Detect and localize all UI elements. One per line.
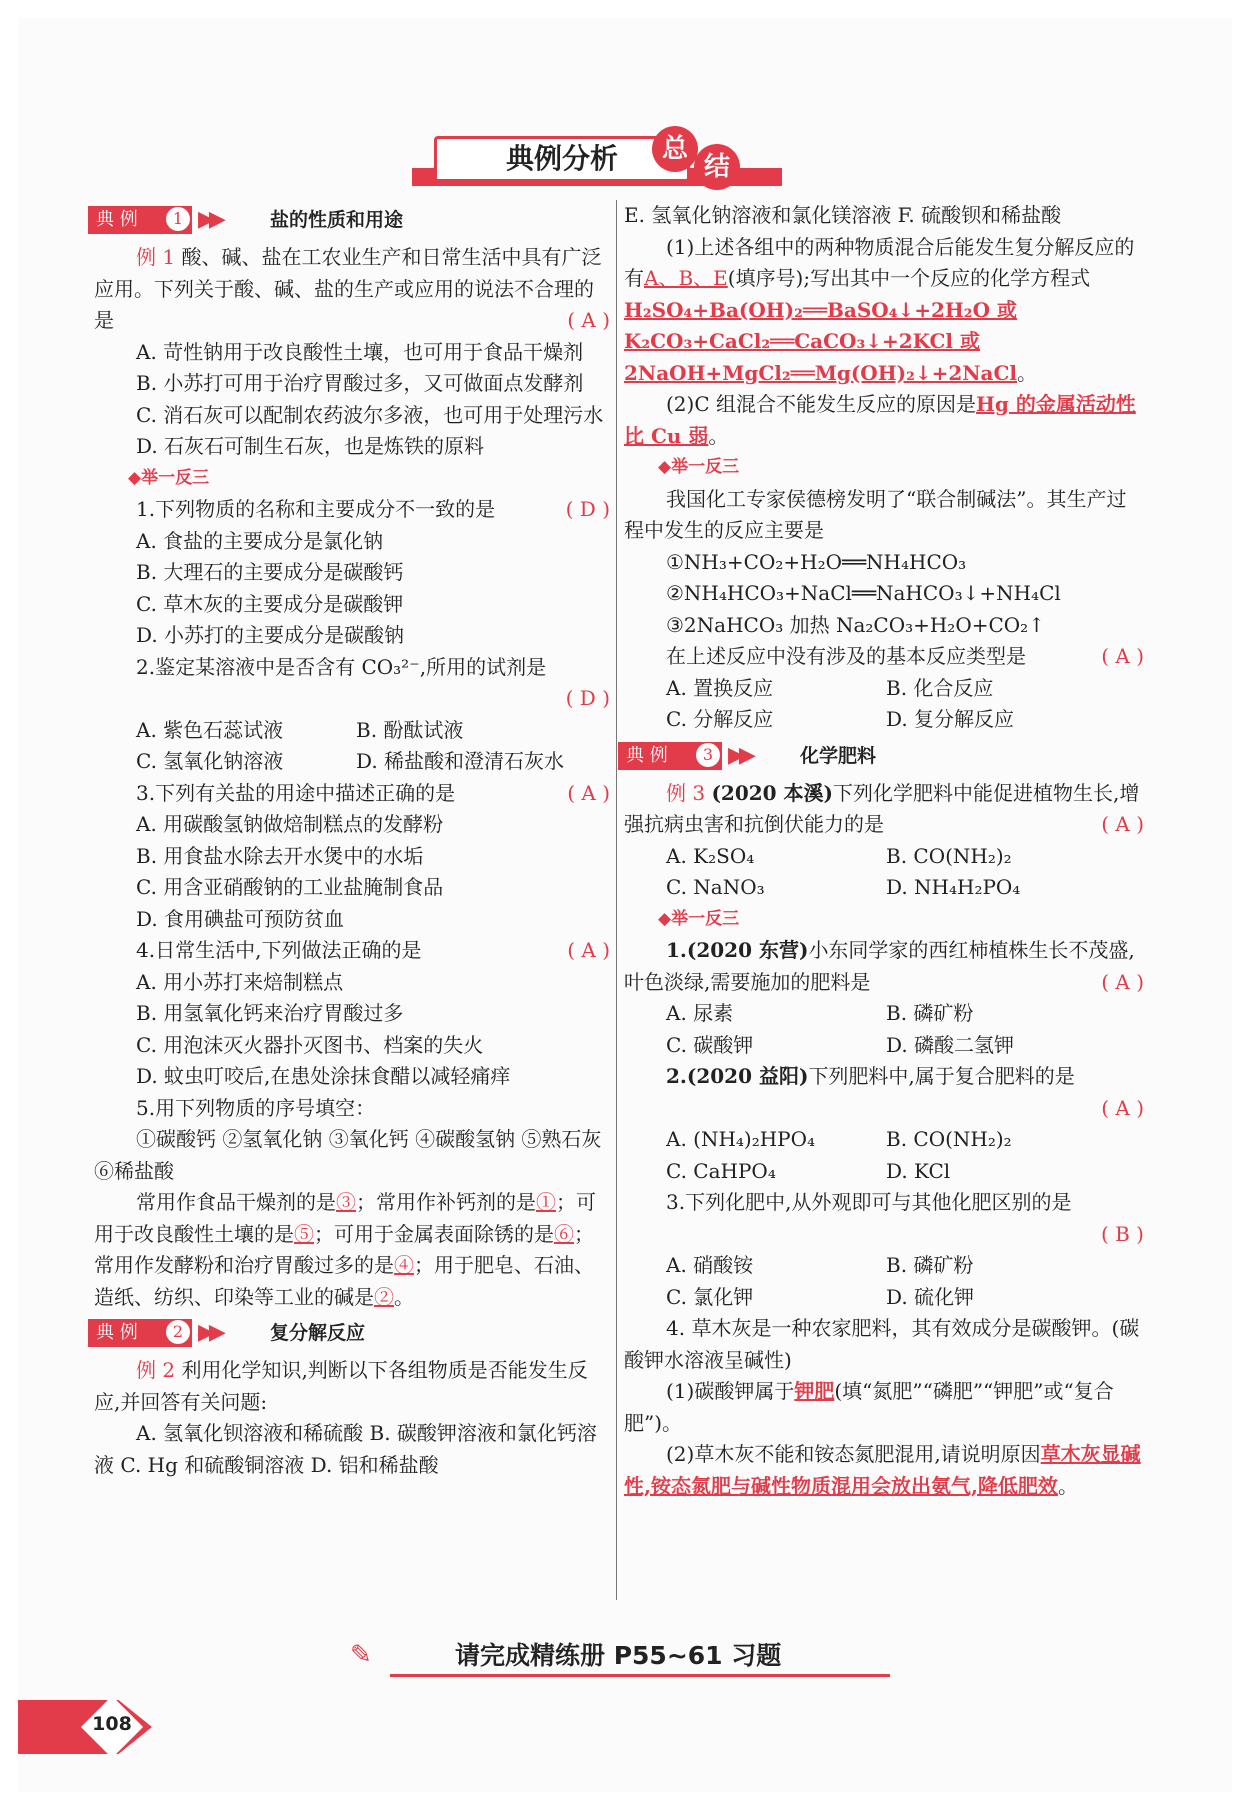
section-banner xyxy=(412,132,782,190)
practice-question-4: 4. 草木灰是一种农家肥料，其有效成分是碳酸钾。(碳酸钾水溶液呈碱性) xyxy=(624,1316,1140,1372)
option: D. KCl xyxy=(886,1158,951,1183)
question-text: 下列化学肥料中能促进植物生长,增强抗病虫害和抗倒伏能力的是 xyxy=(624,780,1140,836)
footer-underline xyxy=(390,1674,890,1677)
option: B. 用食盐水除去开水煲中的水垢 xyxy=(136,843,424,868)
option: C. 用含亚硝酸钠的工业盐腌制食品 xyxy=(136,875,444,899)
fill-answer: ④ xyxy=(394,1253,414,1277)
option: A. 尿素 xyxy=(666,1001,734,1025)
page-number: 108 xyxy=(92,1713,132,1735)
question-text: 。 xyxy=(1057,1473,1078,1498)
option: A. 用小苏打来焙制糕点 xyxy=(136,969,344,994)
banner-badge-2: 结 xyxy=(694,144,740,190)
column-divider xyxy=(616,200,617,1600)
practice-heading: ◆举一反三 xyxy=(128,467,210,488)
fill-answer: Hg 的金属活动性比 Cu 弱 xyxy=(624,392,1136,448)
option: D. 蚊虫叮咬后,在患处涂抹食醋以减轻痛痒 xyxy=(136,1064,511,1088)
example-title: 复分解反应 xyxy=(270,1322,366,1344)
practice-question-4-part-1 xyxy=(624,1376,1144,1439)
fill-text: 常用作食品干燥剂的是 xyxy=(136,1190,336,1214)
option: B. 小苏打可用于治疗胃酸过多，又可做面点发酵剂 xyxy=(136,371,584,395)
option: D. 磷酸二氢钾 xyxy=(886,1032,1015,1057)
answer: ( A ) xyxy=(567,780,610,805)
left-column xyxy=(94,200,610,1481)
option: B. CO(NH₂)₂ xyxy=(886,1127,1012,1151)
option: D. 硫化钾 xyxy=(886,1284,975,1309)
option: B. 用氢氧化钙来治疗胃酸过多 xyxy=(136,1001,404,1025)
option: A. K₂SO₄ xyxy=(666,843,755,868)
option: B. 酚酞试液 xyxy=(356,717,464,742)
arrow-icon: ▶▶ xyxy=(198,207,220,232)
option: D. 复分解反应 xyxy=(886,707,1015,731)
page-number-badge xyxy=(18,1700,152,1754)
option: C. 消石灰可以配制农药波尔多液，也可用于处理污水 xyxy=(136,402,604,427)
option: A. 硝酸铵 xyxy=(666,1253,754,1277)
question-5: 5.用下列物质的序号填空： xyxy=(136,1095,376,1120)
answer: ( A ) xyxy=(567,938,610,962)
option-row xyxy=(624,673,1144,705)
question-text: (填“氮肥”“磷肥”“钾肥”或“复合肥”)。 xyxy=(624,1379,1114,1435)
example-tag: 典 例 xyxy=(618,742,722,770)
fill-answer: ① xyxy=(536,1190,556,1214)
option: C. 草木灰的主要成分是碳酸钾 xyxy=(136,591,404,616)
question-text: (1)上述各组中的两种物质混合后能发生复分解反应的有 xyxy=(624,234,1135,290)
practice-question-2 xyxy=(624,1061,1144,1093)
fill-answer: ③ xyxy=(336,1190,356,1214)
example-label: 例 1 xyxy=(136,245,176,269)
option-row xyxy=(94,746,610,778)
option-row xyxy=(624,998,1144,1030)
option-row xyxy=(624,1124,1144,1156)
option-row xyxy=(624,1030,1144,1062)
example-header-1 xyxy=(94,202,610,238)
option: A. 置换反应 xyxy=(666,675,774,700)
example-number: 3 xyxy=(696,743,720,767)
option: D. 稀盐酸和澄清石灰水 xyxy=(356,749,565,773)
answer: ( D ) xyxy=(565,497,610,521)
example-label: 例 3 xyxy=(666,780,706,805)
answer: ( A ) xyxy=(1101,969,1144,994)
example-header-3 xyxy=(624,738,1144,774)
example-2-question xyxy=(94,1355,610,1418)
answer-row xyxy=(94,683,610,715)
example-2-options-cont: E. 氢氧化钠溶液和氯化镁溶液 F. 硫酸钡和稀盐酸 xyxy=(624,203,1062,227)
example-label: 例 2 xyxy=(136,1358,176,1382)
source-label: 1.(2020 东营) xyxy=(666,938,809,962)
practice-heading: ◆举一反三 xyxy=(658,457,740,477)
equation-answer: H₂SO₄+Ba(OH)₂══BaSO₄↓+2H₂O 或 K₂CO₃+CaCl₂══CaCO₃↓+2KCl 或 2NaOH+MgCl₂══Mg(OH)₂↓+2NaCl xyxy=(624,297,1018,385)
option: C. 碳酸钾 xyxy=(666,1032,754,1057)
practice-question-1 xyxy=(624,935,1144,998)
question-text: (2)C 组混合不能发生反应的原因是 xyxy=(666,392,976,416)
option: D. NH₄H₂PO₄ xyxy=(886,875,1021,899)
example-number: 1 xyxy=(166,207,190,231)
option: A. 苛性钠用于改良酸性土壤，也可用于食品干燥剂 xyxy=(136,339,584,364)
question-2 xyxy=(94,652,610,684)
example-2-options: A. 氢氧化钡溶液和稀硫酸 B. 碳酸钾溶液和氯化钙溶液 C. Hg 和硫酸铜溶液 D. 铝和稀盐酸 xyxy=(94,1421,597,1477)
question-text: 在上述反应中没有涉及的基本反应类型是 xyxy=(666,644,1026,668)
banner-title: 典例分析 xyxy=(434,136,690,182)
question-text: 小东同学家的西红柿植株生长不茂盛,叶色淡绿,需要施加的肥料是 xyxy=(624,938,1135,994)
right-column xyxy=(624,200,1144,1502)
answer-row xyxy=(624,1093,1144,1125)
option-row xyxy=(624,1250,1144,1282)
example-header-2 xyxy=(94,1315,610,1351)
option: B. 磷矿粉 xyxy=(886,1001,974,1025)
option: D. 小苏打的主要成分是碳酸钠 xyxy=(136,623,405,647)
fill-text: ；常用作补钙剂的是 xyxy=(356,1190,536,1214)
pen-icon: ✎ xyxy=(350,1640,372,1670)
question-text: 下列肥料中,属于复合肥料的是 xyxy=(808,1064,1075,1088)
answer: ( D ) xyxy=(565,686,610,710)
option-row xyxy=(624,872,1144,904)
question-text: 。 xyxy=(708,423,729,448)
fill-text: ；可用于金属表面除锈的是 xyxy=(314,1221,554,1246)
source-label: 2.(2020 益阳) xyxy=(666,1064,809,1088)
option: C. CaHPO₄ xyxy=(666,1158,776,1183)
question-text: 酸、碱、盐在工农业生产和日常生活中具有广泛应用。下列关于酸、碱、盐的生产或应用的说法不合理的是 xyxy=(94,245,602,332)
example-title: 化学肥料 xyxy=(800,744,877,767)
option: C. 分解反应 xyxy=(666,707,774,731)
question-text: 2.鉴定某溶液中是否含有 CO₃²⁻,所用的试剂是 xyxy=(136,654,547,679)
answer: ( A ) xyxy=(1101,644,1144,668)
footer-text: 请完成精练册 P55~61 习题 xyxy=(455,1641,782,1670)
example-title: 盐的性质和用途 xyxy=(270,209,404,231)
question-text: 3.下列化肥中,从外观即可与其他化肥区别的是 xyxy=(666,1190,1072,1214)
practice-question-4-part-2 xyxy=(624,1439,1144,1502)
practice-question xyxy=(624,641,1144,673)
example-tag: 典 例 xyxy=(88,1319,192,1347)
fill-text: 。 xyxy=(394,1284,414,1309)
option: A. 紫色石蕊试液 xyxy=(136,717,284,742)
option: C. 用泡沫灭火器扑灭图书、档案的失火 xyxy=(136,1032,484,1057)
reaction: ②NH₄HCO₃+NaCl══NaHCO₃↓+NH₄Cl xyxy=(666,581,1061,605)
example-1-question xyxy=(94,242,610,337)
fill-answer: ② xyxy=(374,1284,394,1309)
reaction: ③2NaHCO₃ 加热 Na₂CO₃+H₂O+CO₂↑ xyxy=(666,612,1045,637)
question-text: 利用化学知识,判断以下各组物质是否能发生反应,并回答有关问题: xyxy=(94,1358,588,1414)
question-text: 。 xyxy=(1017,360,1038,385)
fill-answer: A、B、E xyxy=(644,266,728,290)
question-text: (2)草木灰不能和铵态氮肥混用,请说明原因 xyxy=(666,1442,1041,1466)
example-2-part-1 xyxy=(624,232,1144,390)
option: B. CO(NH₂)₂ xyxy=(886,843,1012,868)
answer: ( A ) xyxy=(1101,1095,1144,1120)
reaction: ①NH₃+CO₂+H₂O══NH₄HCO₃ xyxy=(666,549,967,574)
source-label: (2020 本溪) xyxy=(711,780,834,805)
option: A. (NH₄)₂HPO₄ xyxy=(666,1127,816,1151)
option-row xyxy=(624,704,1144,736)
fill-answer: ⑥ xyxy=(554,1221,574,1246)
answer-row xyxy=(624,1219,1144,1251)
option: C. 氢氧化钠溶液 xyxy=(136,749,284,773)
fill-answer: ⑤ xyxy=(294,1221,314,1246)
answer: ( A ) xyxy=(567,308,610,332)
option: B. 化合反应 xyxy=(886,675,994,700)
fill-text: ；用于肥皂、石油、造纸、纺织、印染等工业的碱是 xyxy=(94,1253,594,1309)
option: A. 用碳酸氢钠做焙制糕点的发酵粉 xyxy=(136,812,444,836)
question-3 xyxy=(94,778,610,810)
practice-heading: ◆举一反三 xyxy=(658,908,740,929)
question-text: 1.下列物质的名称和主要成分不一致的是 xyxy=(136,497,496,521)
option-row xyxy=(624,841,1144,873)
option-row xyxy=(94,715,610,747)
substance-list: ①碳酸钙 ②氢氧化钠 ③氧化钙 ④碳酸氢钠 ⑤熟石灰 ⑥稀盐酸 xyxy=(94,1127,602,1183)
arrow-icon: ▶▶ xyxy=(198,1320,220,1345)
option-row xyxy=(624,1156,1144,1188)
question-text: 4.日常生活中,下列做法正确的是 xyxy=(136,938,422,962)
practice-intro: 我国化工专家侯德榜发明了“联合制碱法”。其生产过程中发生的反应主要是 xyxy=(624,486,1127,542)
option: A. 食盐的主要成分是氯化钠 xyxy=(136,528,384,553)
example-2-part-2 xyxy=(624,389,1144,452)
option: B. 磷矿粉 xyxy=(886,1253,974,1277)
banner-badge-1: 总 xyxy=(652,126,698,172)
question-text: (1)碳酸钾属于 xyxy=(666,1379,795,1403)
practice-question-3 xyxy=(624,1187,1144,1219)
example-3-question xyxy=(624,778,1144,841)
question-4 xyxy=(94,935,610,967)
footer-note xyxy=(350,1630,890,1680)
option: B. 大理石的主要成分是碳酸钙 xyxy=(136,560,404,584)
question-text: 3.下列有关盐的用途中描述正确的是 xyxy=(136,780,456,805)
fill-text: ；常用作发酵粉和治疗胃酸过多的是 xyxy=(94,1221,594,1277)
option: D. 石灰石可制生石灰，也是炼铁的原料 xyxy=(136,434,485,458)
question-text: (填序号);写出其中一个反应的化学方程式 xyxy=(727,266,1091,290)
answer: ( B ) xyxy=(1100,1221,1144,1246)
arrow-icon: ▶▶ xyxy=(728,742,750,768)
fill-in-answers xyxy=(94,1187,610,1313)
option: C. 氯化钾 xyxy=(666,1284,754,1309)
example-tag: 典 例 xyxy=(88,206,192,234)
example-number: 2 xyxy=(166,1320,190,1344)
answer: ( A ) xyxy=(1101,812,1144,836)
fill-text: ；可用于改良酸性土壤的是 xyxy=(94,1190,596,1246)
option: D. 食用碘盐可预防贫血 xyxy=(136,906,345,931)
question-1 xyxy=(94,494,610,526)
fill-answer: 草木灰显碱性,铵态氮肥与碱性物质混用会放出氨气,降低肥效 xyxy=(624,1442,1141,1498)
fill-answer: 钾肥 xyxy=(794,1379,835,1403)
option-row xyxy=(624,1282,1144,1314)
option: C. NaNO₃ xyxy=(666,875,765,899)
